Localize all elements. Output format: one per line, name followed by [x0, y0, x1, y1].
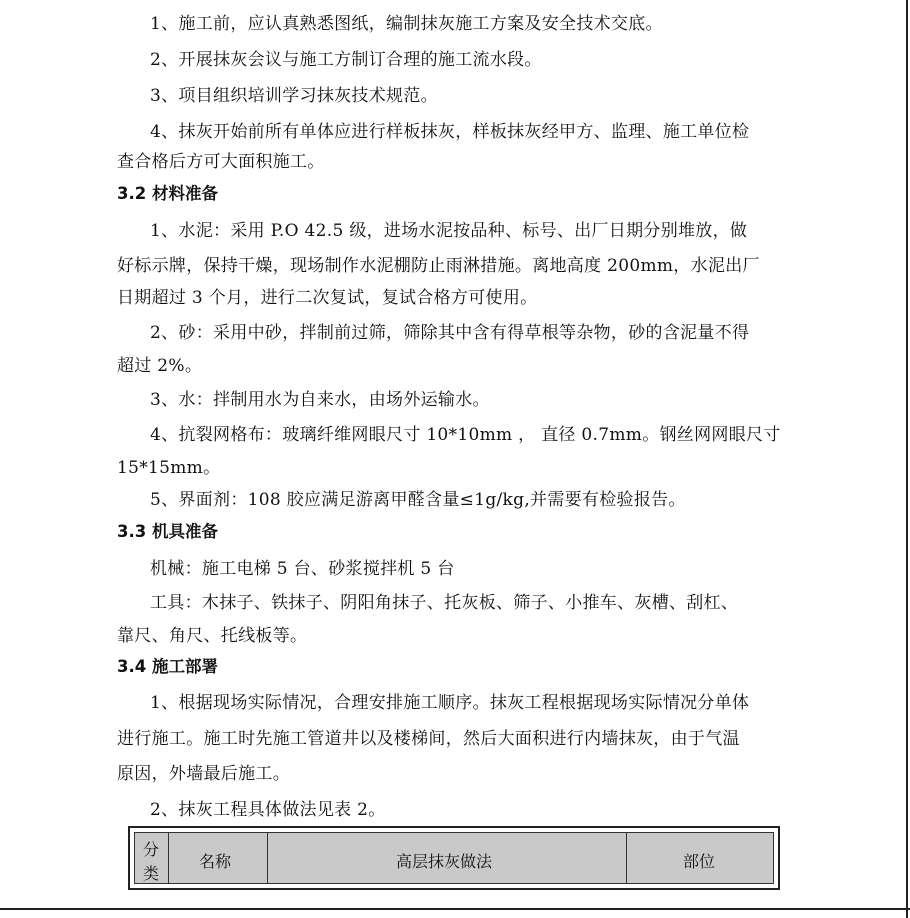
paragraph-mesh-line-1: 4、抗裂网格布：玻璃纤维网眼尺寸 10*10mm ， 直径 0.7mm。钢丝网网眼尺寸	[150, 425, 781, 445]
paragraph-machines: 机械：施工电梯 5 台、砂浆搅拌机 5 台	[150, 559, 455, 579]
paragraph-prep-1: 1、施工前，应认真熟悉图纸，编制抹灰施工方案及安全技术交底。	[150, 14, 663, 34]
paragraph-deploy-line-3: 原因，外墙最后施工。	[117, 764, 290, 784]
table-header-category-top: 分	[143, 840, 160, 859]
paragraph-prep-3: 3、项目组织培训学习抹灰技术规范。	[150, 86, 438, 106]
section-heading-equipment: 3.3 机具准备	[117, 522, 218, 541]
table-header-category-bottom: 类	[143, 864, 160, 883]
paragraph-prep-2: 2、开展抹灰会议与施工方制订合理的施工流水段。	[150, 50, 542, 70]
paragraph-deploy-line-1: 1、根据现场实际情况，合理安排施工顺序。抹灰工程根据现场实际情况分单体	[150, 693, 750, 713]
paragraph-sand-line-1: 2、砂：采用中砂，拌制前过筛，筛除其中含有得草根等杂物，砂的含泥量不得	[150, 323, 750, 343]
page-right-border	[906, 0, 908, 918]
paragraph-cement-line-1: 1、水泥：采用 P.O 42.5 级，进场水泥按品种、标号、出厂日期分别堆放，做	[150, 221, 748, 241]
paragraph-mesh-line-2: 15*15mm。	[117, 458, 221, 478]
table-header-method: 高层抹灰做法	[268, 833, 627, 883]
paragraph-cement-line-3: 日期超过 3 个月，进行二次复试，复试合格方可使用。	[117, 288, 538, 308]
paragraph-prep-4-line-2: 查合格后方可大面积施工。	[117, 152, 325, 172]
table-header-category	[135, 833, 169, 883]
paragraph-table-reference: 2、抹灰工程具体做法见表 2。	[150, 800, 386, 820]
table-header-row	[134, 832, 774, 884]
section-heading-materials: 3.2 材料准备	[117, 184, 218, 203]
paragraph-cement-line-2: 好标示牌，保持干燥，现场制作水泥棚防止雨淋措施。离地高度 200mm，水泥出厂	[117, 256, 760, 276]
table-header-name: 名称	[169, 833, 268, 883]
paragraph-tools-line-1: 工具：木抹子、铁抹子、阴阳角抹子、托灰板、筛子、小推车、灰槽、刮杠、	[150, 593, 739, 613]
paragraph-prep-4-line-1: 4、抹灰开始前所有单体应进行样板抹灰，样板抹灰经甲方、监理、施工单位检	[150, 122, 750, 142]
page-bottom-border	[0, 908, 910, 910]
paragraph-water: 3、水：拌制用水为自来水，由场外运输水。	[150, 390, 490, 410]
paragraph-deploy-line-2: 进行施工。施工时先施工管道井以及楼梯间，然后大面积进行内墙抹灰，由于气温	[117, 729, 740, 749]
section-heading-deployment: 3.4 施工部署	[117, 657, 218, 676]
table-header-location: 部位	[683, 852, 716, 871]
plaster-method-table	[128, 826, 780, 890]
paragraph-interface-agent: 5、界面剂：108 胶应满足游离甲醛含量≤1g/kg,并需要有检验报告。	[150, 490, 686, 510]
paragraph-tools-line-2: 靠尺、角尺、托线板等。	[117, 626, 308, 646]
paragraph-sand-line-2: 超过 2%。	[117, 356, 203, 376]
